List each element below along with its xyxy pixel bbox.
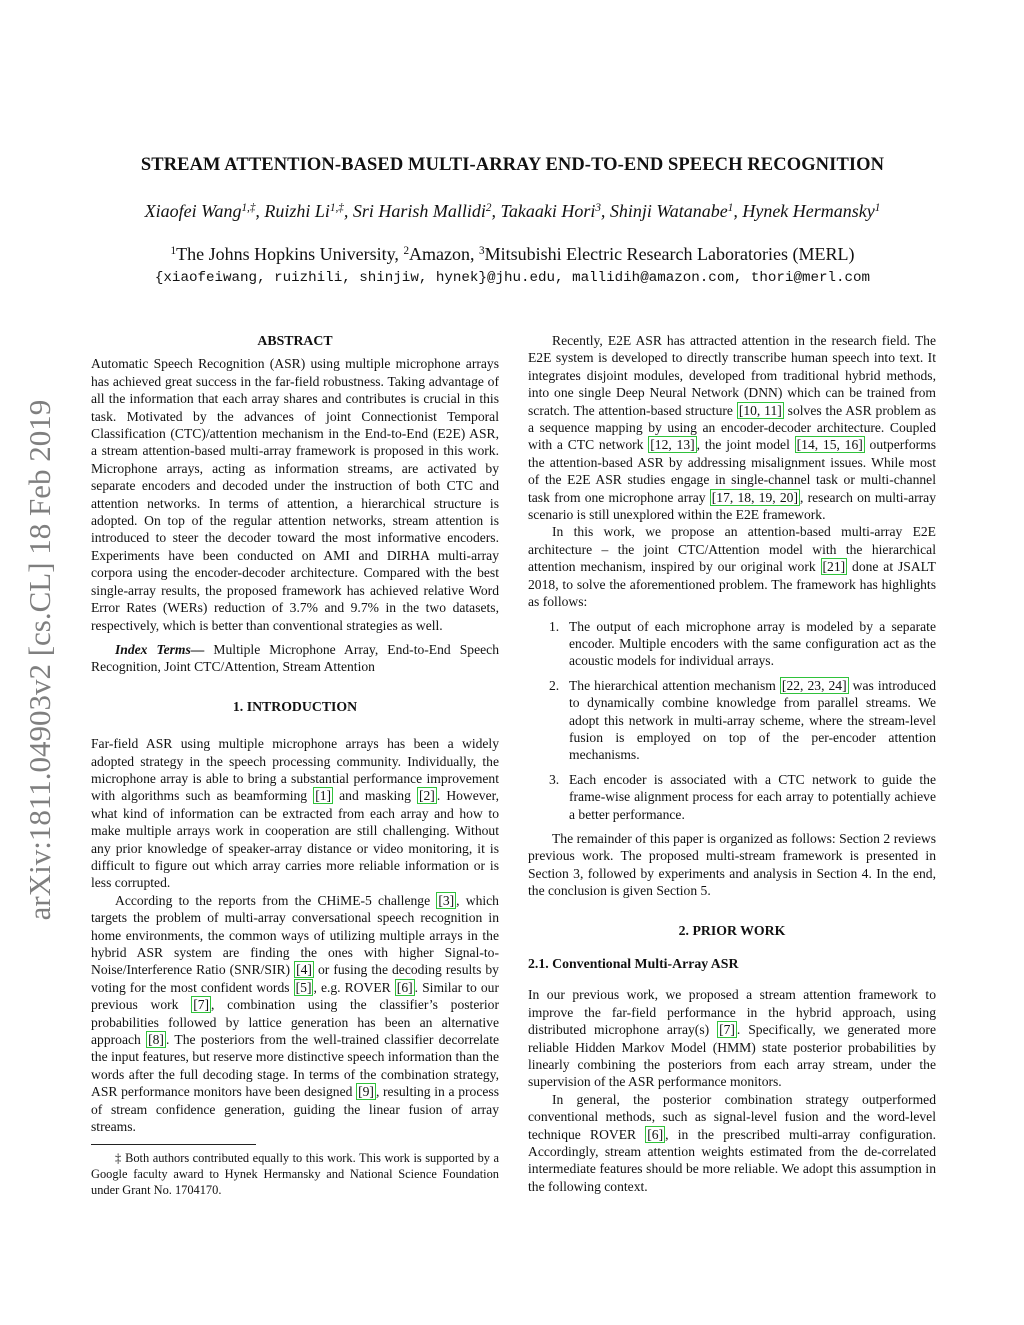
paper-title: STREAM ATTENTION-BASED MULTI-ARRAY END-TO-END SPEECH RECOGNITION <box>140 155 885 175</box>
citation-link[interactable]: [9] <box>358 1084 374 1100</box>
intro-heading: 1. INTRODUCTION <box>232 698 358 714</box>
citation-link[interactable]: [12, 13] <box>650 437 695 453</box>
right-paragraph-4: In our previous work, we proposed a stream attention framework to improve the far-field performance in the hybrid approach, using distributed microphone array(s) [7] . Specifically, we generated more reliable Hidden Markov Model (HMM) state posterior probabilities by linearly combining the posteriors from each array stream, under the supervision of the ASR performance monitors. <box>528 987 936 1090</box>
abstract-text: Automatic Speech Recognition (ASR) using multiple microphone arrays has achieved great success in the far-field robustness. Taking advantage of all the information that each array shares and contributes is crucial in this task. Motivated by the advances of joint Connectionist Temporal Classification (CTC)/attention mechanism in the End-to-End (E2E) ASR, a stream attention-based multi-array framework is proposed in this work. Microphone arrays, acting as information streams, are activated by separate encoders and decoded under the instruction of both CTC and attention networks. In terms of attention, a hierarchical structure is adopted. On top of the regular attention networks, stream attention is introduced to steer the decoder toward the most informative encoders. Experiments have been conducted on AMI and DIRHA multi-array corpora using the encoder-decoder architecture. Compared with the best single-array results, the proposed framework has achieved relative Word Error Rates (WERs) reduction of 3.7% and 9.7% in the two datasets, respectively, which is better than conventional strategies as well. <box>91 356 499 633</box>
right-paragraph-3: The remainder of this paper is organized as follows: Section 2 reviews previous work. The proposed multi-stream framework is presented in Section 3, followed by experiments and analysis in Section 4. In the end, the conclusion is given Section 5. <box>528 830 936 899</box>
citation-link[interactable]: [4] <box>296 962 312 978</box>
citation-link[interactable]: [8] <box>148 1032 164 1048</box>
intro-paragraph-1: Far-field ASR using multiple microphone arrays has been a widely adopted strategy in the speech processing community. Individually, the microphone array is able to bring a substantial performance improvement with algorithms such as beamforming [1] and masking [2] . However, what kind of information can be extracted from each array and how to make multiple arrays work in cooperation are still challenging. Without any prior knowledge of speaker-array distance or video monitoring, it is difficult to figure out which array carries more reliable information or is less corrupted. <box>91 736 499 891</box>
intro-paragraph-2: According to the reports from the CHiME-5 challenge [3] , which targets the problem of multi-array conversational speech recognition in home environments, the common ways of utilizing multiple arrays in the hybrid ASR system are finding the ones with higher Signal-to-Noise/Interference Ratio (SNR/SIR) [4] or fusing the decoding results by voting for the most confident words [5] , e.g. ROVER [6] . Similar to our previous work [7] , combination using the classifier’s posterior probabilities followed by lattice generation has been an alternative approach [8] . The posteriors from the well-trained classifier decorrelate the input features, but reserve more distinctive speech information than the words after the full decoding stage. In terms of the combination strategy, ASR performance monitors have been designed [9] , resulting in a process of stream confidence generation, guiding the linear fusion of array streams. <box>91 892 500 1135</box>
index-terms: Index Terms— Multiple Microphone Array, End-to-End Speech Recognition, Joint CTC/Attention, Stream Attention <box>91 641 499 675</box>
citation-link[interactable]: [10, 11] <box>738 402 782 418</box>
footnote-rule <box>91 1144 256 1145</box>
right-paragraph-5: In general, the posterior combination strategy outperformed conventional methods, such as signal-level fusion and the word-level technique ROVER [6] , in the prescribed multi-array configuration. Accordingly, stream attention weights estimated from the de-correlated intermediate features should be more reliable. We adopt this assumption in the following context. <box>528 1091 936 1194</box>
list-item: 3. Each encoder is associated with a CTC network to guide the frame-wise alignment process for each array to potentially achieve a better performance. <box>549 771 936 822</box>
author: Xiaofei Wang$^{1,\ddagger}$ <box>144 201 256 221</box>
highlights-list <box>528 618 936 823</box>
citation-link[interactable]: [21] <box>822 559 846 575</box>
list-item: 2. The hierarchical attention mechanism [22, 23, 24] was introduced to dynamically combine knowledge from parallel streams. We adopt this network in multi-array scheme, where the stream-level fusion is employed on top of the per-encoder attention mechanisms. <box>549 677 936 763</box>
prior-work-heading: 2. PRIOR WORK <box>678 922 786 938</box>
author-emails: {xiaofeiwang, ruizhili, shinjiw, hynek}@jhu.edu, mallidih@amazon.com, thori@merl.com <box>154 270 871 286</box>
author: Takaaki Hori$^3$ <box>500 201 601 221</box>
subsection-heading: 2.1. Conventional Multi-Array ASR <box>528 956 739 971</box>
citation-link[interactable]: [6] <box>396 979 413 995</box>
citation-link[interactable]: [14, 15, 16] <box>796 437 863 453</box>
right-paragraph-1: Recently, E2E ASR has attracted attention in the research field. The E2E system is developed to directly transcribe human speech into text. It integrates disjoint modules, developed from traditional hybrid methods, into one single Deep Neural Network (DNN) which can be trained from scratch. The attention-based structure [10, 11] solves the ASR problem as a sequence mapping by using an encoder-decoder architecture. Coupled with a CTC network [12, 13] , the joint model [14, 15, 16] outperforms the attention-based ASR by addressing misalignment issues. While most of the E2E ASR studies engage in single-channel task or multi-channel task from one microphone array [17, 18, 19, 20] , research on multi-array scenario is still unexplored within the E2E framework. <box>528 333 937 523</box>
right-column <box>528 332 936 1195</box>
citation-link[interactable]: [1] <box>315 788 332 804</box>
citation-link[interactable]: [7] <box>719 1022 735 1038</box>
author: Shinji Watanabe$^1$ <box>609 201 734 221</box>
author: Sri Harish Mallidi$^2$ <box>352 201 492 221</box>
abstract-heading: ABSTRACT <box>257 333 333 348</box>
right-paragraph-2: In this work, we propose an attention-based multi-array E2E architecture – the joint CTC/Attention model with the hierarchical attention mechanism, inspired by our original work [21] done at JSALT 2018, to solve the aforementioned problem. The framework has highlights as follows: <box>528 524 936 610</box>
footnote: ‡ Both authors contributed equally to this work. This work is supported by a Google faculty award to Hynek Hermansky and National Science Foundation under Grant No. 1704170. <box>91 1151 499 1197</box>
author: Hynek Hermansky$^1$ <box>742 201 881 221</box>
arxiv-side-label: arXiv:1811.04903v2 [cs.CL] 18 Feb 2019 <box>22 399 57 921</box>
citation-link[interactable]: [3] <box>438 892 455 908</box>
citation-link[interactable]: [22, 23, 24] <box>781 677 847 693</box>
citation-link[interactable]: [2] <box>418 788 435 804</box>
author-list: Xiaofei Wang$^{1,\ddagger}$, Ruizhi $Li^{1,\ddagger}$, Sri Harish Mallidi$^2$, Takaaki Hori$^3$, Shinji Watanabe$^1$, Hynek Hermansky$^1$ <box>144 201 881 221</box>
citation-link[interactable]: [5] <box>295 979 312 995</box>
left-column <box>91 332 499 1198</box>
affiliations: $^1$The Johns Hopkins University, $^2$Amazon, $^3$Mitsubishi Electric Research Laboratories (MERL) <box>170 244 855 264</box>
author: Ruizhi $Li^{1,\ddagger}$ <box>264 201 344 221</box>
citation-link[interactable]: [7] <box>193 997 210 1013</box>
citation-link[interactable]: [17, 18, 19, 20] <box>711 489 798 505</box>
citation-link[interactable]: [6] <box>647 1126 664 1142</box>
list-item: 1. The output of each microphone array is modeled by a separate encoder. Multiple encoders with the same configuration act as the acoustic models for individual arrays. <box>549 618 936 669</box>
